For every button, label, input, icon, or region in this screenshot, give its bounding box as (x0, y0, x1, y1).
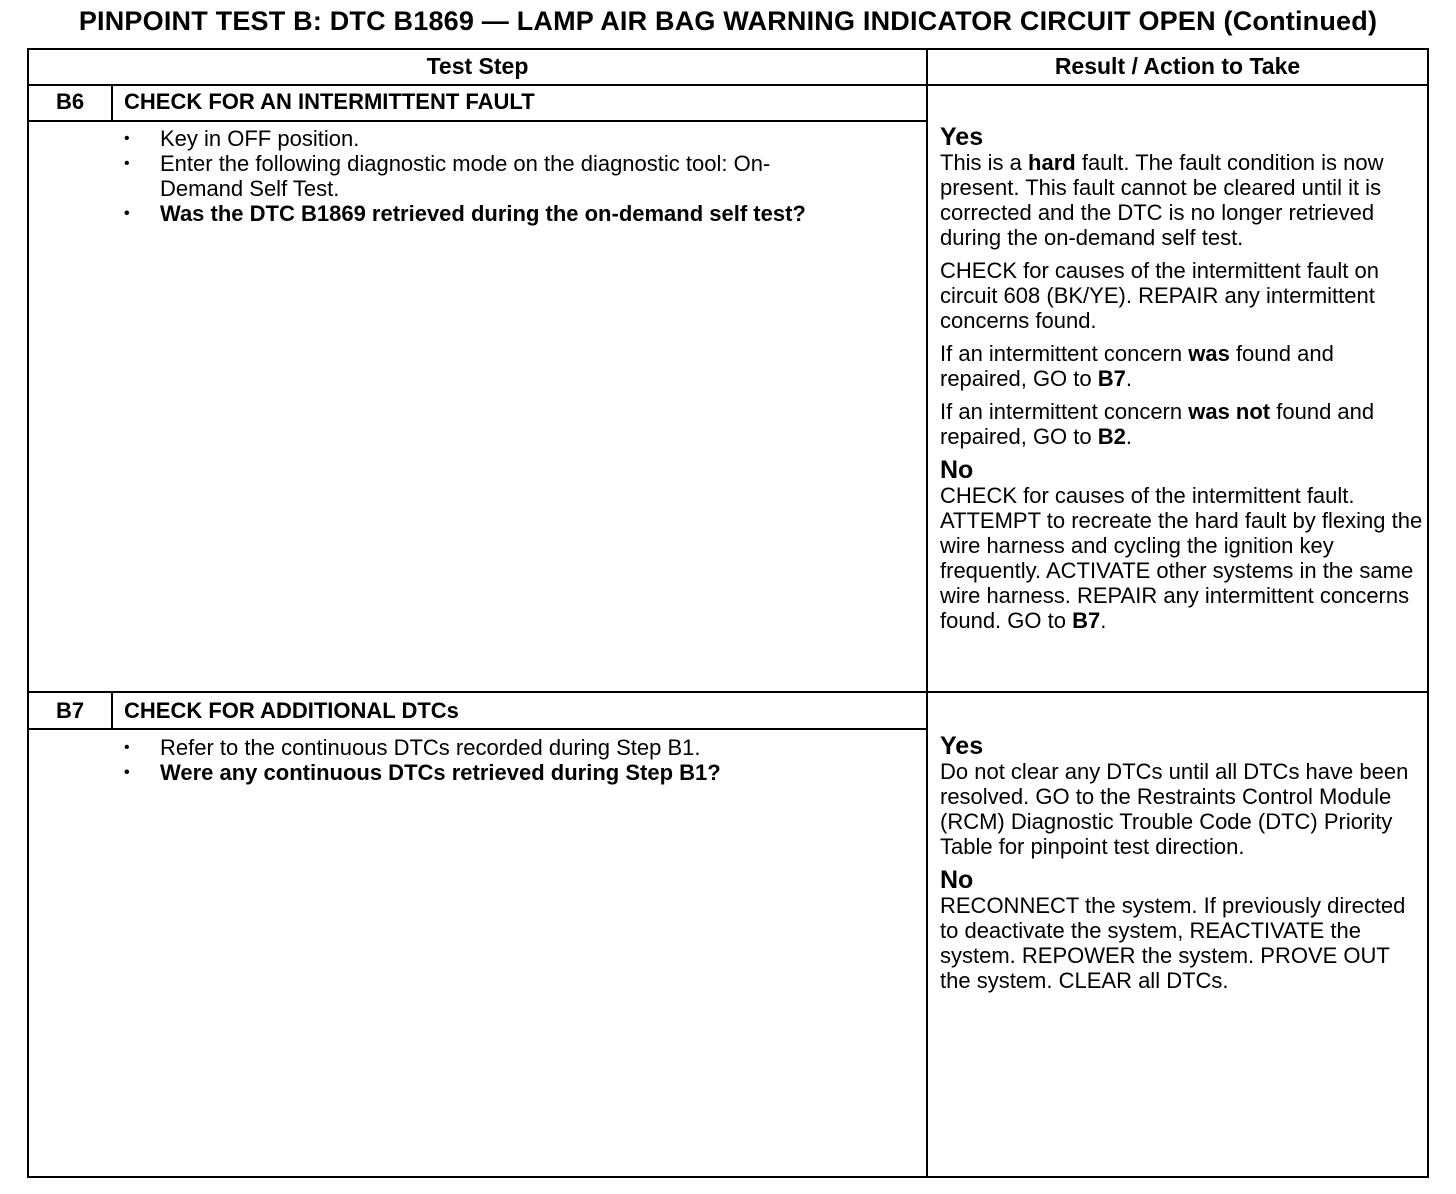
instruction-question: • Was the DTC B1869 retrieved during the on-demand self test? (120, 201, 850, 226)
step-b7-instructions (120, 735, 900, 785)
header-test-step: Test Step (426, 53, 529, 79)
result-paragraph: RECONNECT the system. If previously directed to deactivate the system, REACTIVATE the system. REPOWER the system. PROVE OUT the system. CLEAR all DTCs. (940, 893, 1406, 993)
result-paragraph: CHECK for causes of the intermittent fault. ATTEMPT to recreate the hard fault by flexing the wire harness and cycling the ignition key frequently. ACTIVATE other systems in the same wire harness. REPAIR any intermittent concerns found. GO to B7. (940, 483, 1423, 633)
yes-label: Yes (940, 732, 984, 760)
no-label: No (940, 866, 974, 894)
result-paragraph: If an intermittent concern was found and repaired, GO to B7. (940, 341, 1334, 391)
header-result: Result / Action to Take (1054, 53, 1301, 79)
step-name: CHECK FOR ADDITIONAL DTCs (124, 698, 459, 723)
header-divider (27, 84, 1429, 86)
step-b6-instructions (120, 126, 850, 226)
step-name: CHECK FOR AN INTERMITTENT FAULT (124, 89, 535, 114)
column-divider (926, 48, 928, 1178)
no-label: No (940, 456, 974, 484)
yes-label: Yes (940, 123, 984, 151)
step-b6-name-divider (27, 120, 927, 122)
step-id: B6 (55, 89, 85, 114)
result-paragraph: Do not clear any DTCs until all DTCs have been resolved. GO to the Restraints Control Module (RCM) Diagnostic Trouble Code (DTC) Priority Table for pinpoint test direction. (940, 759, 1409, 859)
step-b7-result (940, 733, 1424, 1001)
step-b7-name-divider (27, 728, 927, 730)
result-paragraph: If an intermittent concern was not found and repaired, GO to B2. (940, 399, 1375, 449)
instruction-item: • Enter the following diagnostic mode on the diagnostic tool: On-Demand Self Test. (120, 151, 850, 201)
instruction-item: • Key in OFF position. (120, 126, 850, 151)
instruction-question: • Were any continuous DTCs retrieved during Step B1? (120, 760, 900, 785)
page-title: PINPOINT TEST B: DTC B1869 — LAMP AIR BAG WARNING INDICATOR CIRCUIT OPEN (Continued) (78, 6, 1378, 36)
step-divider (27, 691, 1429, 693)
step-b6-result (940, 124, 1424, 641)
step-id: B7 (55, 698, 85, 723)
result-paragraph: CHECK for causes of the intermittent fault on circuit 608 (BK/YE). REPAIR any intermittent concerns found. (940, 258, 1379, 333)
result-paragraph: This is a hard fault. The fault condition is now present. This fault cannot be cleared until it is corrected and the DTC is no longer retrieved during the on-demand self test. (940, 150, 1384, 250)
instruction-item: • Refer to the continuous DTCs recorded during Step B1. (120, 735, 900, 760)
